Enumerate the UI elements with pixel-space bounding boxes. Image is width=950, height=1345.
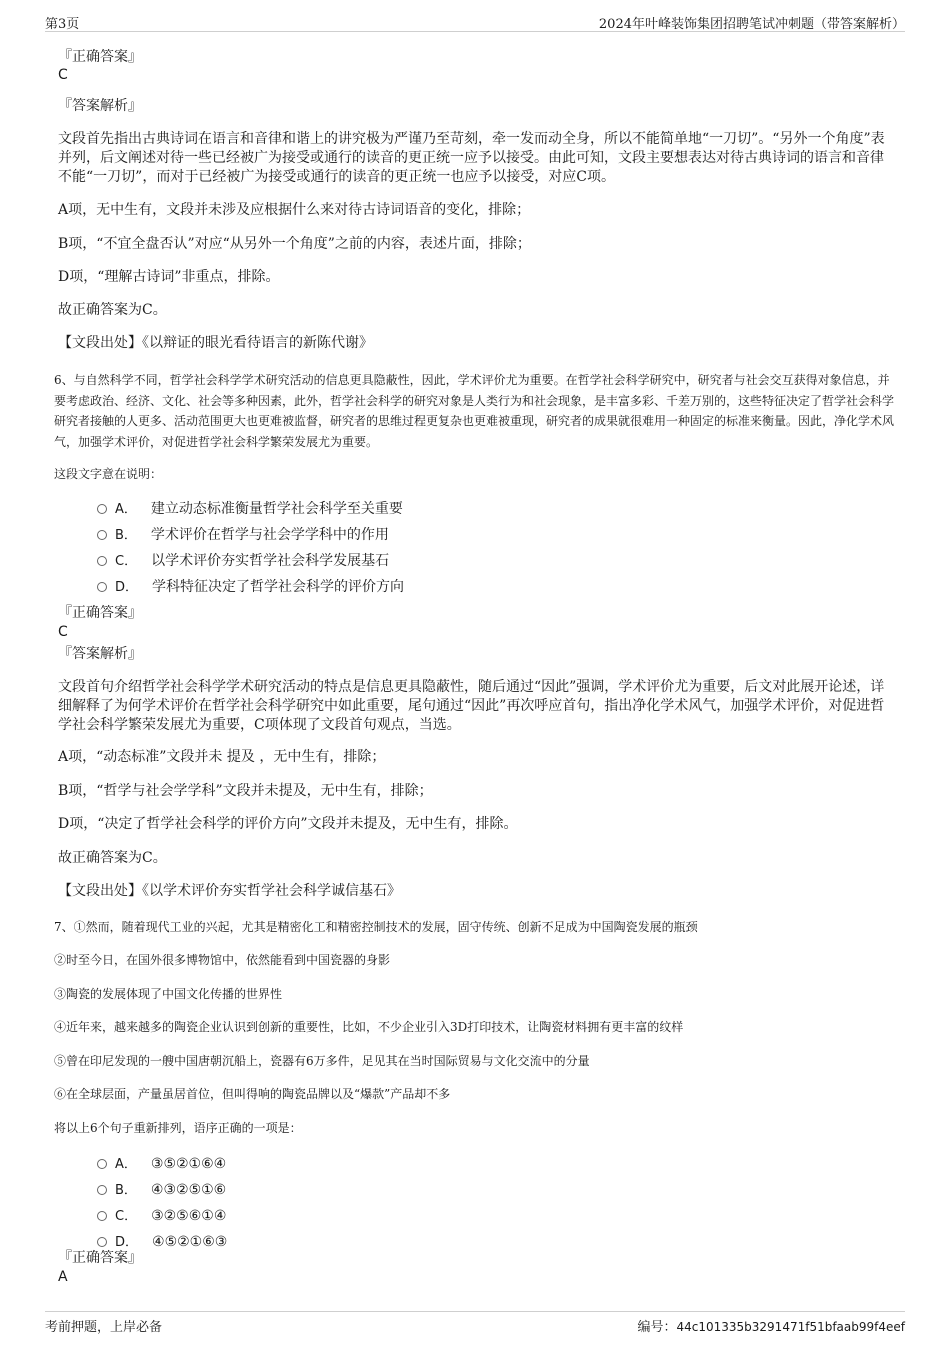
q6-option-d[interactable] <box>97 578 404 597</box>
radio-icon[interactable] <box>97 1185 107 1195</box>
q7-sentence-1: 7、①然而，随着现代工业的兴起，尤其是精密化工和精密控制技术的发展，固守传统、创新不足成为中国陶瓷发展的瓶颈 <box>54 920 698 934</box>
q6-conclusion: 故正确答案为C。 <box>58 850 167 866</box>
radio-icon[interactable] <box>97 504 107 514</box>
q6-option-c[interactable] <box>97 552 389 571</box>
q7-sentence-2: ②时至今日，在国外很多博物馆中，依然能看到中国瓷器的身影 <box>54 953 391 967</box>
option-text: 建立动态标准衡量哲学社会科学至关重要 <box>150 501 403 517</box>
option-letter: D． <box>115 580 139 595</box>
document-code <box>637 1316 905 1335</box>
q7-sentence-5: ⑤曾在印尼发现的一艘中国唐朝沉船上，瓷器有6万多件，足见其在当时国际贸易与文化交流中的分量 <box>54 1054 590 1068</box>
q6-answer-label: 『正确答案』 <box>58 605 142 621</box>
q7-option-b[interactable] <box>97 1181 226 1200</box>
q5-note-d: D项，“理解古诗词”非重点，排除。 <box>58 269 280 285</box>
option-text: ④⑤②①⑥③ <box>152 1234 228 1250</box>
q6-note-d: D项，“决定了哲学社会科学的评价方向”文段并未提及，无中生有，排除。 <box>58 816 518 832</box>
q6-option-a[interactable] <box>97 500 403 519</box>
q5-analysis: 文段首先指出古典诗词在语言和音律和谐上的讲究极为严谨乃至苛刻，牵一发而动全身，所以不能简单地“一刀切”。“另外一个角度”表并列，后文阐述对待一些已经被广为接受或通行的读音的更正统一应予以接受。由此可知，文段主要想表达对待古典诗词的语言和音律不能“一刀切”，而对于已经被广为接受或通行的读音的更正统一也应予以接受，对应C项。 <box>58 131 885 185</box>
option-letter: B． <box>115 528 137 543</box>
option-text: 学术评价在哲学与社会学学科中的作用 <box>150 527 389 543</box>
option-text: ③⑤②①⑥④ <box>150 1156 227 1172</box>
option-letter: D． <box>115 1235 139 1250</box>
option-letter: A． <box>115 1157 137 1172</box>
q5-answer-label: 『正确答案』 <box>58 49 142 65</box>
page-header <box>45 13 905 32</box>
page-number: 第3页 <box>45 17 80 32</box>
radio-icon[interactable] <box>97 556 107 566</box>
radio-icon[interactable] <box>97 1237 107 1247</box>
option-text: ③②⑤⑥①④ <box>151 1208 227 1224</box>
q5-note-a: A项，无中生有，文段并未涉及应根据什么来对待古诗词语音的变化，排除； <box>58 202 531 218</box>
option-letter: C． <box>115 554 138 569</box>
q5-answer: C <box>58 67 68 83</box>
q6-note-a: A项，“动态标准”文段并未 提及 ，无中生有，排除； <box>58 749 386 765</box>
q6-prompt: 这段文字意在说明： <box>54 467 163 481</box>
q7-sentence-4: ④近年来，越来越多的陶瓷企业认识到创新的重要性，比如，不少企业引入3D打印技术，让陶瓷材料拥有更丰富的纹样 <box>54 1020 684 1034</box>
q5-note-b: B项，“不宜全盘否认”对应“从另外一个角度”之前的内容，表述片面，排除； <box>58 236 531 252</box>
q7-answer: A <box>58 1269 68 1285</box>
footer-slogan: 考前押题，上岸必备 <box>45 1320 163 1335</box>
q7-prompt: 将以上6个句子重新排列，语序正确的一项是： <box>54 1121 302 1135</box>
q6-answer: C <box>58 624 68 640</box>
q7-option-a[interactable] <box>97 1155 226 1174</box>
radio-icon[interactable] <box>97 582 107 592</box>
q6-option-b[interactable] <box>97 526 389 545</box>
option-letter: B． <box>115 1183 137 1198</box>
option-text: 以学术评价夯实哲学社会科学发展基石 <box>151 553 390 569</box>
radio-icon[interactable] <box>97 530 107 540</box>
q6-analysis: 文段首句介绍哲学社会科学学术研究活动的特点是信息更具隐蔽性，随后通过“因此”强调，学术评价尤为重要，后文对此展开论述，详细解释了为何学术评价在哲学社会科学研究中如此重要，尾句通过“因此”再次呼应首句，指出净化学术风气，加强学术评价，对促进哲学社会科学繁荣发展尤为重要，C项体现了文段首句观点，当选。 <box>58 679 885 733</box>
code-value: 44c101335b3291471f51bfaab99f4eef <box>676 1320 905 1334</box>
q6-source: 【文段出处】《以学术评价夯实哲学社会科学诚信基石》 <box>58 883 401 899</box>
q5-source: 【文段出处】《以辩证的眼光看待语言的新陈代谢》 <box>58 335 373 351</box>
q5-conclusion: 故正确答案为C。 <box>58 302 167 318</box>
radio-icon[interactable] <box>97 1211 107 1221</box>
page-footer <box>45 1311 905 1336</box>
q6-note-b: B项，“哲学与社会学学科”文段并未提及，无中生有，排除； <box>58 783 433 799</box>
q7-sentence-6: ⑥在全球层面，产量虽居首位，但叫得响的陶瓷品牌以及“爆款”产品却不多 <box>54 1087 451 1101</box>
radio-icon[interactable] <box>97 1159 107 1169</box>
option-letter: A． <box>115 502 137 517</box>
q6-stem: 6、与自然科学不同，哲学社会科学学术研究活动的信息更具隐蔽性，因此，学术评价尤为重要。在哲学社会科学研究中，研究者与社会交互获得对象信息，并要考虑政治、经济、文化、社会等多种因素，此外，哲学社会科学的研究对象是人类行为和社会现象，是丰富多彩、千差万别的，这些特征决定了哲学社会科学研究者接触的人更多、活动范围更大也更难被监督，研究者的思维过程更复杂也更难被重现，研究者的成果就很难用一种固定的标准来衡量。因此，净化学术风气，加强学术评价，对促进哲学社会科学繁荣发展尤为重要。 <box>54 373 895 449</box>
document-title: 2024年叶峰装饰集团招聘笔试冲刺题（带答案解析） <box>598 17 905 32</box>
q5-analysis-label: 『答案解析』 <box>58 98 142 114</box>
q7-sentence-3: ③陶瓷的发展体现了中国文化传播的世界性 <box>54 987 283 1001</box>
q7-answer-label: 『正确答案』 <box>58 1250 142 1266</box>
option-text: 学科特征决定了哲学社会科学的评价方向 <box>152 579 405 595</box>
q7-option-c[interactable] <box>97 1207 226 1226</box>
option-letter: C． <box>115 1209 138 1224</box>
q6-analysis-label: 『答案解析』 <box>58 646 142 662</box>
code-label: 编号： <box>637 1320 677 1335</box>
option-text: ④③②⑤①⑥ <box>150 1182 227 1198</box>
